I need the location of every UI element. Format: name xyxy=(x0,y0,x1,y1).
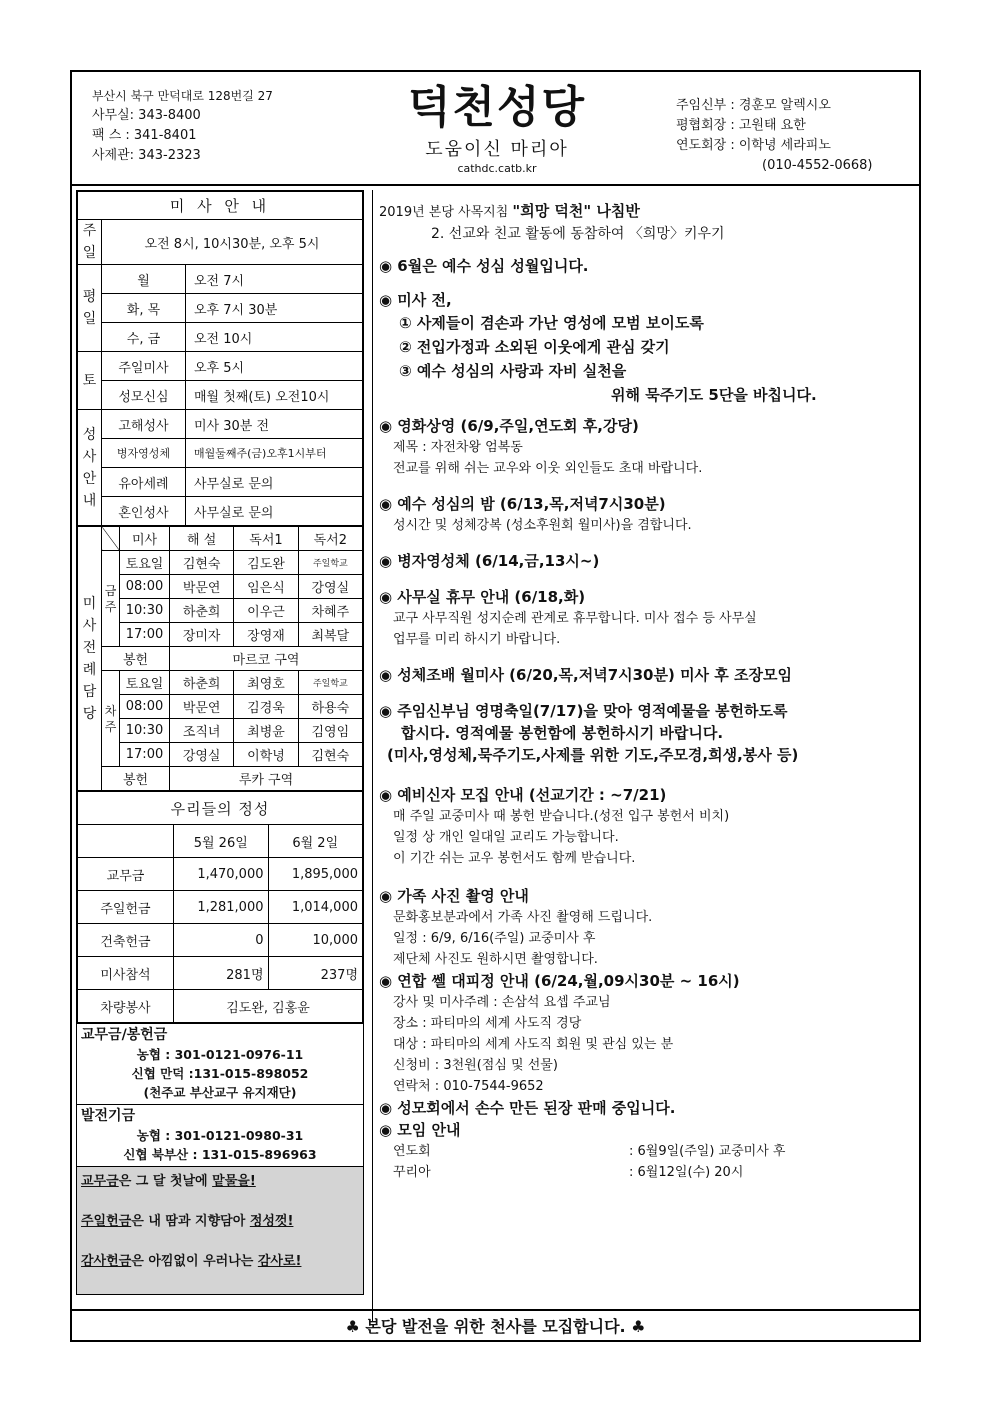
donation-name: 주일헌금 xyxy=(78,891,174,924)
sacrament-name: 병자영성체 xyxy=(102,439,186,468)
bulletin-frame xyxy=(70,70,921,1342)
duty-cell: 김현숙 xyxy=(298,743,362,767)
duty-label: 미 사 전 례 담 당 xyxy=(78,527,102,791)
slogan-1: 교무금은 그 달 첫날에 맡물을! xyxy=(81,1174,256,1189)
blank-cell xyxy=(78,825,174,858)
notice-line: 문화홍보분과에서 가족 사진 촬영해 드립니다. xyxy=(393,910,653,925)
duty-cell: 토요일 xyxy=(120,671,170,695)
slogan-box xyxy=(76,1167,364,1295)
col-header: 미사 xyxy=(120,527,170,551)
notice-before-mass: ◉ 미사 전, xyxy=(379,291,452,309)
duty-cell: 08:00 xyxy=(120,575,170,599)
offering-district: 루카 구역 xyxy=(170,767,363,791)
weekday-day: 수, 금 xyxy=(102,323,186,352)
notice-adoration: ◉ 성체조배 월미사 (6/20,목,저녁7시30분) 미사 후 조장모임 xyxy=(379,666,792,684)
notice-movie: ◉ 영화상영 (6/9,주일,연도회 후,강당) xyxy=(379,417,639,435)
notice-line: (미사,영성체,묵주기도,사제를 위한 기도,주모경,희생,봉사 등) xyxy=(387,746,799,764)
weekday-day: 화, 목 xyxy=(102,294,186,323)
left-column xyxy=(76,190,364,1295)
offering-label: 봉헌 xyxy=(102,647,170,671)
donation-value: 1,014,000 xyxy=(268,891,363,924)
account-line: (천주교 부산교구 유지재단) xyxy=(143,1085,297,1100)
duty-cell: 조직녀 xyxy=(170,719,234,743)
duty-cell: 이우근 xyxy=(234,599,298,623)
duty-cell: 17:00 xyxy=(120,743,170,767)
notice-line: 제단체 사진도 원하시면 촬영합니다. xyxy=(393,952,598,967)
notice-sacred-heart-night: ◉ 예수 성심의 밤 (6/13,목,저녁7시30분) xyxy=(379,495,666,513)
sacrament-label: 성 사 안 내 xyxy=(78,410,102,526)
slogan-3: 감사헌금은 아낌없이 우러나는 감사로! xyxy=(81,1254,302,1269)
donation-value: 0 xyxy=(174,924,269,957)
notice-item: ① 사제들이 겸손과 가난 영성에 모범 보이도록 xyxy=(399,314,704,332)
notice-line: 성시간 및 성체강복 (성소후원회 월미사)을 겸합니다. xyxy=(393,518,692,533)
duty-cell: 강영실 xyxy=(298,575,362,599)
pastoral-guideline: 2019년 본당 사목지침 "희망 덕천" 나침반 xyxy=(379,202,640,220)
col-header: 해 설 xyxy=(170,527,234,551)
meeting-row: 꾸리아 : 6월12일(수) 20시 xyxy=(393,1165,744,1180)
sacrament-name: 고해성사 xyxy=(102,410,186,439)
notice-office-closed: ◉ 사무실 휴무 안내 (6/18,화) xyxy=(379,588,586,606)
donation-name: 건축헌금 xyxy=(78,924,174,957)
duty-cell: 박문연 xyxy=(170,575,234,599)
notice-line: 대상 : 파티마의 세계 사도직 회원 및 관심 있는 분 xyxy=(393,1037,674,1052)
account-line: 농협 : 301-0121-0976-11 xyxy=(136,1047,304,1062)
sacrament-detail: 미사 30분 전 xyxy=(186,410,363,439)
notice-line: 업무를 미리 하시기 바랍니다. xyxy=(393,632,561,647)
elders-phone: (010-4552-0668) xyxy=(762,158,873,173)
notice-item: ③ 예수 성심의 사랑과 자비 실천을 xyxy=(399,362,627,380)
fund-line: 농협 : 301-0121-0980-31 xyxy=(136,1128,304,1143)
elders-head: 연도회장 : 이학녕 세라피노 xyxy=(676,138,831,153)
weekday-time: 오전 10시 xyxy=(186,323,363,352)
duty-cell: 10:30 xyxy=(120,599,170,623)
fund-line: 신협 북부산 : 131-015-896963 xyxy=(123,1147,317,1162)
pastor: 주임신부 : 경훈모 알렉시오 xyxy=(676,98,831,113)
week-label: 금 주 xyxy=(102,551,120,647)
donation-value: 1,895,000 xyxy=(268,858,363,891)
date-header: 5월 26일 xyxy=(174,825,269,858)
notice-line: 합시다. 영적예물 봉헌함에 봉헌하시기 바랍니다. xyxy=(401,724,724,742)
saturday-item: 성모신심 xyxy=(102,381,186,410)
week-label: 차 주 xyxy=(102,671,120,767)
weekday-label: 평 일 xyxy=(78,265,102,352)
notice-family-photo: ◉ 가족 사진 촬영 안내 xyxy=(379,887,529,905)
sunday-times: 오전 8시, 10시30분, 오후 5시 xyxy=(102,220,363,265)
duty-cell: 김현숙 xyxy=(170,551,234,575)
council-head: 평협회장 : 고원태 요한 xyxy=(676,118,806,133)
parish-subtitle: 도움이신 마리아 xyxy=(425,139,569,160)
liturgy-duty-table xyxy=(77,526,363,791)
notice-catechumen: ◉ 예비신자 모집 안내 (선교기간 : ~7/21) xyxy=(379,786,667,804)
notice-item: 위해 묵주기도 5단을 바칩니다. xyxy=(611,386,817,404)
saturday-time: 매월 첫째(토) 오전10시 xyxy=(186,381,363,410)
notice-line: 일정 상 개인 일대일 교리도 가능합니다. xyxy=(393,830,619,845)
notice-feast-day: ◉ 주임신부님 영명축일(7/17)을 맞아 영적예물을 봉헌하도록 xyxy=(379,702,788,720)
duty-cell: 17:00 xyxy=(120,623,170,647)
notice-line: 이 기간 쉬는 교우 봉헌서도 함께 받습니다. xyxy=(393,851,636,866)
saturday-time: 오후 5시 xyxy=(186,352,363,381)
notice-line: 장소 : 파티마의 세계 사도직 경당 xyxy=(393,1016,582,1031)
duty-cell: 임은식 xyxy=(234,575,298,599)
diagonal-cell xyxy=(102,527,120,551)
website: cathdc.catb.kr xyxy=(457,162,537,175)
account-info xyxy=(76,1024,364,1105)
duty-cell: 하춘희 xyxy=(170,671,234,695)
notice-line: 강사 및 미사주례 : 손삼석 요셉 주교님 xyxy=(393,995,611,1010)
duty-cell: 김영임 xyxy=(298,719,362,743)
contact-block xyxy=(92,86,273,166)
duty-cell: 하춘희 xyxy=(170,599,234,623)
duty-cell: 토요일 xyxy=(120,551,170,575)
notice-cell-retreat: ◉ 연합 쎌 대피정 안내 (6/24,월,09시30분 ~ 16시) xyxy=(379,972,740,990)
duty-cell: 김도완 xyxy=(234,551,298,575)
duty-cell: 장영재 xyxy=(234,623,298,647)
footer-banner: ♣ 본당 발전을 위한 천사를 모집합니다. ♣ xyxy=(72,1309,919,1342)
fax-number: 팩 스 : 341-8401 xyxy=(92,128,197,143)
weekday-time: 오전 7시 xyxy=(186,265,363,294)
duty-cell: 최복달 xyxy=(298,623,362,647)
notice-line: 교구 사무직원 성지순례 관계로 휴무합니다. 미사 접수 등 사무실 xyxy=(393,611,757,626)
col-header: 독서2 xyxy=(298,527,362,551)
duty-cell: 10:30 xyxy=(120,719,170,743)
donation-value: 10,000 xyxy=(268,924,363,957)
title-block xyxy=(382,78,612,176)
weekday-time: 오후 7시 30분 xyxy=(186,294,363,323)
offering-district: 마르코 구역 xyxy=(170,647,363,671)
duty-cell: 최영호 xyxy=(234,671,298,695)
duty-cell: 장미자 xyxy=(170,623,234,647)
notice-sacred-heart-month: ◉ 6월은 예수 성심 성월입니다. xyxy=(379,257,589,275)
office-phone: 사무실: 343-8400 xyxy=(92,108,201,123)
duty-cell: 주일학교 xyxy=(298,671,362,695)
notice-line: 전교를 위해 쉬는 교우와 이웃 외인들도 초대 바랍니다. xyxy=(393,461,703,476)
rectory-phone: 사제관: 343-2323 xyxy=(92,148,201,163)
sacrament-name: 유아세례 xyxy=(102,468,186,497)
notice-meetings: ◉ 모임 안내 xyxy=(379,1121,461,1139)
sacrament-detail: 사무실로 문의 xyxy=(186,497,363,526)
sacrament-detail: 매월둘째주(금)오후1시부터 xyxy=(186,439,363,468)
address: 부산시 북구 만덕대로 128번길 27 xyxy=(92,89,273,103)
driver-label: 차량봉사 xyxy=(78,990,174,1023)
notice-doenjang-sale: ◉ 성모회에서 손수 만든 된장 판매 중입니다. xyxy=(379,1099,676,1117)
duty-cell: 박문연 xyxy=(170,695,234,719)
donation-name: 교무금 xyxy=(78,858,174,891)
notice-line: 신청비 : 3천원(점심 및 선물) xyxy=(393,1058,558,1073)
duty-cell: 하용숙 xyxy=(298,695,362,719)
mass-heading: 미 사 안 내 xyxy=(78,192,363,220)
saturday-label: 토 xyxy=(78,352,102,410)
notice-sick-communion: ◉ 병자영성체 (6/14,금,13시~) xyxy=(379,552,600,570)
donation-value: 1,281,000 xyxy=(174,891,269,924)
duty-cell: 08:00 xyxy=(120,695,170,719)
notice-line: 매 주일 교중미사 때 봉헌 받습니다.(성전 입구 봉헌서 비치) xyxy=(393,809,730,824)
weekday-day: 월 xyxy=(102,265,186,294)
donation-value: 281명 xyxy=(174,957,269,990)
donation-value: 237명 xyxy=(268,957,363,990)
meeting-row: 연도회 : 6월9일(주일) 교중미사 후 xyxy=(393,1144,786,1159)
notice-line: 일정 : 6/9, 6/16(주일) 교중미사 후 xyxy=(393,931,596,946)
sacrament-detail: 사무실로 문의 xyxy=(186,468,363,497)
pastoral-guideline-sub: 2. 선교와 친교 활동에 동참하여 〈희망〉키우기 xyxy=(431,226,725,242)
header xyxy=(72,72,919,186)
duty-cell: 최병윤 xyxy=(234,719,298,743)
sacrament-name: 혼인성사 xyxy=(102,497,186,526)
saturday-item: 주일미사 xyxy=(102,352,186,381)
account-line: 신협 만덕 :131-015-898052 xyxy=(131,1066,309,1081)
duty-cell: 차혜주 xyxy=(298,599,362,623)
donations-table xyxy=(77,791,363,1023)
donation-name: 미사참석 xyxy=(78,957,174,990)
sunday-label: 주 일 xyxy=(78,220,102,265)
date-header: 6월 2일 xyxy=(268,825,363,858)
notices-column xyxy=(372,190,917,1322)
duty-cell: 이학녕 xyxy=(234,743,298,767)
account-heading: 교무금/봉헌금 xyxy=(81,1027,168,1043)
notice-line: 제목 : 자전차왕 엄복동 xyxy=(393,440,523,455)
col-header: 독서1 xyxy=(234,527,298,551)
duty-cell: 주일학교 xyxy=(298,551,362,575)
notice-line: 연락처 : 010-7544-9652 xyxy=(393,1079,544,1094)
drivers: 김도완, 김홍윤 xyxy=(174,990,363,1023)
offering-label: 봉헌 xyxy=(102,767,170,791)
staff-block xyxy=(676,96,873,176)
fund-info xyxy=(76,1105,364,1167)
donations-heading: 우리들의 정성 xyxy=(78,792,363,825)
donation-value: 1,470,000 xyxy=(174,858,269,891)
duty-cell: 강영실 xyxy=(170,743,234,767)
parish-title: 덕천성당 xyxy=(407,82,586,133)
duty-cell: 김경욱 xyxy=(234,695,298,719)
mass-schedule xyxy=(76,190,364,1024)
fund-heading: 발전기금 xyxy=(81,1108,136,1124)
slogan-2: 주일헌금은 내 땀과 지향담아 정성껏! xyxy=(81,1214,294,1229)
notice-item: ② 전입가정과 소외된 이웃에게 관심 갖기 xyxy=(399,338,670,356)
